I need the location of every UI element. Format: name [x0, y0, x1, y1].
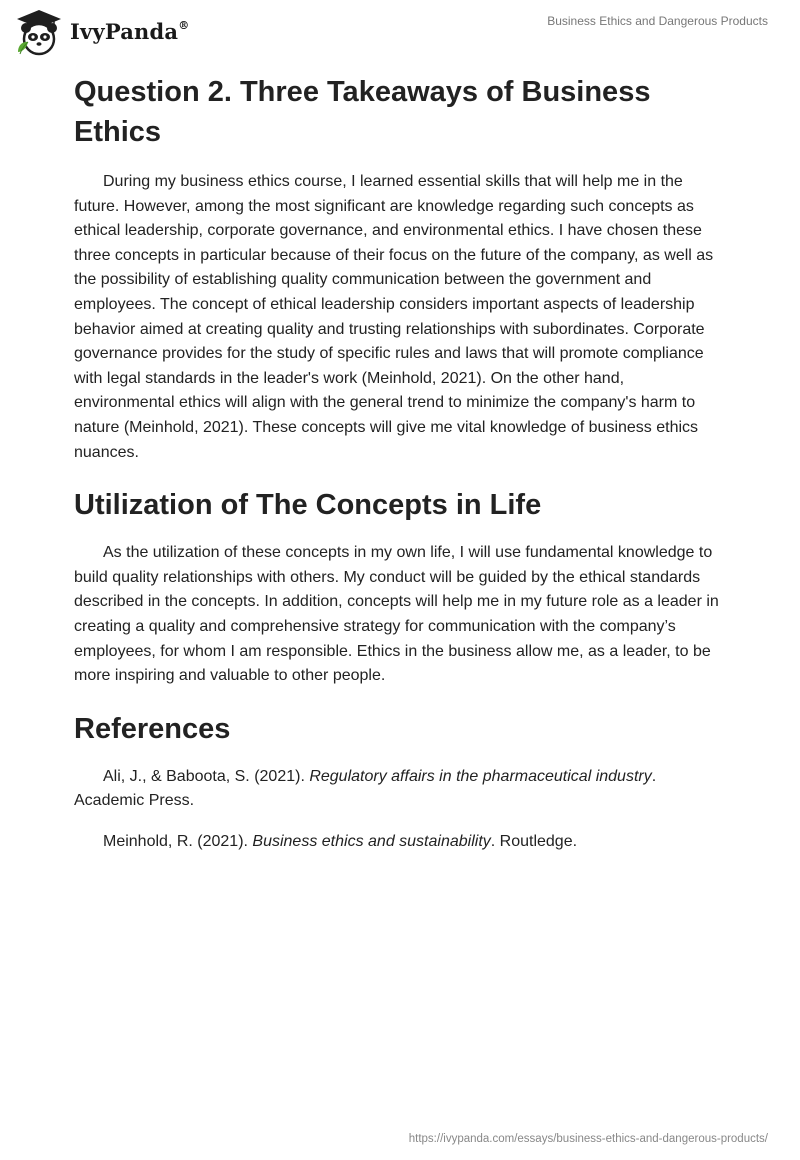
reference-title: Business ethics and sustainability — [252, 832, 491, 850]
reference-entry: Meinhold, R. (2021). Business ethics and sustainability. Routledge. — [103, 832, 578, 850]
document-title: Business Ethics and Dangerous Products — [547, 14, 768, 28]
references-heading: References — [74, 712, 231, 745]
essay-content — [74, 72, 726, 870]
reference-entry: Ali, J., & Baboota, S. (2021). Regulatory affairs in the pharmaceutical industry. Academic Press. — [74, 767, 657, 810]
section-paragraph: As the utilization of these concepts in my own life, I will use fundamental knowledge to build quality relationships with others. My conduct will be guided by the ethical standards described in the concepts. In addition, concepts will help me in my future role as a leader in creating a quality and comprehensive strategy for communication with the company’s employees, for whom I am responsible. Ethics in the business allow me, as a leader, to be more inspiring and valuable to other people. — [74, 544, 719, 685]
ivypanda-logo[interactable] — [14, 8, 189, 56]
logo-text: IvyPanda® — [70, 18, 190, 44]
source-url[interactable]: https://ivypanda.com/essays/business-ethics-and-dangerous-products/ — [408, 1133, 768, 1145]
panda-graduate-icon — [14, 8, 64, 56]
section-heading: Utilization of The Concepts in Life — [74, 489, 542, 522]
page-header — [0, 0, 800, 64]
section-heading: Question 2. Three Takeaways of Business Ethics — [74, 76, 651, 148]
section-paragraph: During my business ethics course, I learned essential skills that will help me in the future. However, among the most significant are knowledge regarding such concepts as ethical leadership, corporate governance, and environmental ethics. I have chosen these three concepts in particular because of their focus on the future of the company, as well as the possibility of establishing quality communication between the government and employees. The concept of ethical leadership considers important aspects of leadership behavior aimed at creating quality and trusting relationships with subordinates. Corporate governance provides for the study of specific rules and laws that will promote compliance with legal standards in the leader's work (Meinhold, 2021). On the other hand, environmental ethics will align with the general trend to minimize the company's harm to nature (Meinhold, 2021). These concepts will give me vital knowledge of business ethics nuances. — [74, 173, 714, 461]
reference-title: Regulatory affairs in the pharmaceutical industry — [309, 767, 652, 785]
